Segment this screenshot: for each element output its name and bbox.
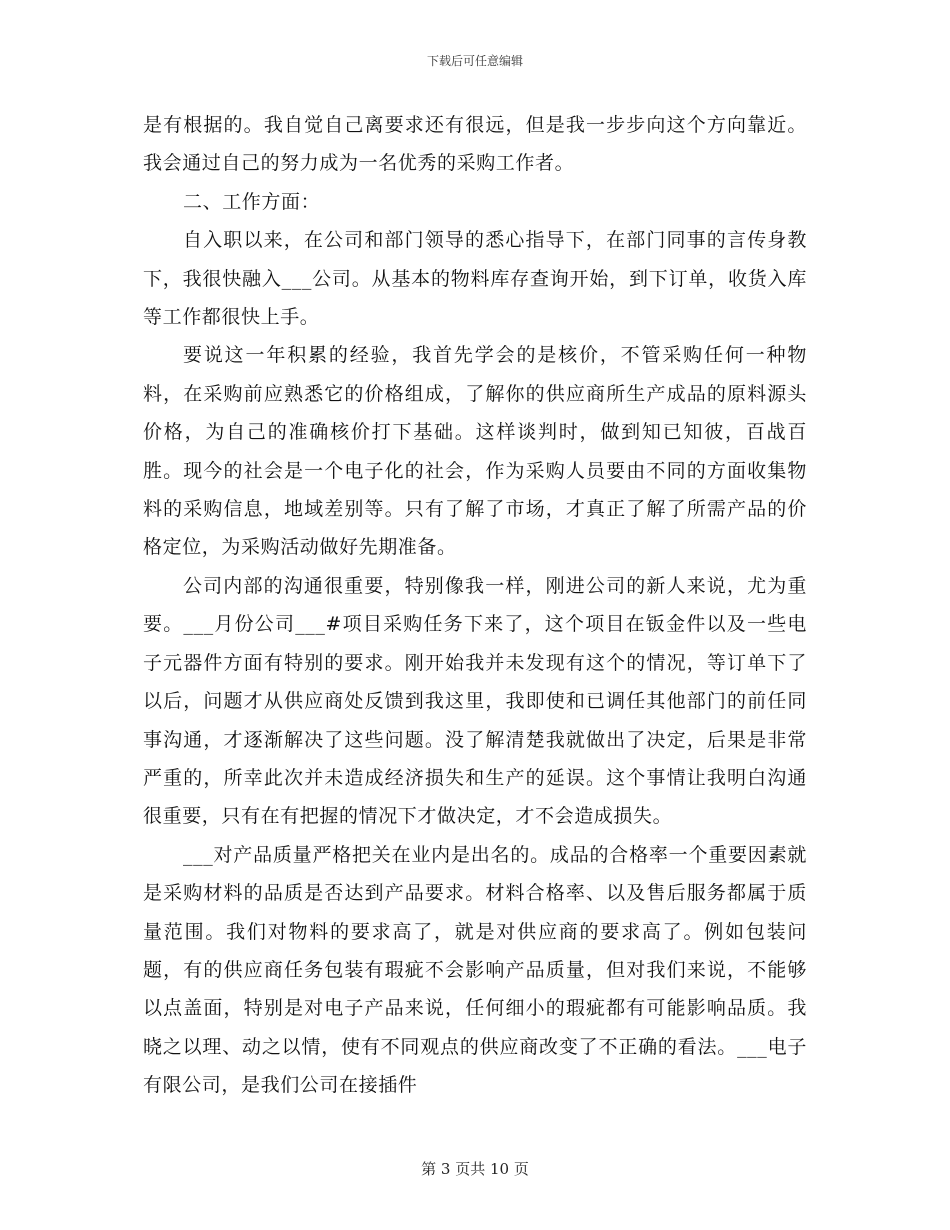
document-body	[143, 106, 807, 1105]
paragraph-internal-communication: 公司内部的沟通很重要，特别像我一样，刚进公司的新人来说，尤为重要。___月份公司___#项目采购任务下来了，这个项目在钣金件以及一些电子元器件方面有特别的要求。刚开始我并未发现有这个的情况，等订单下了以后，问题才从供应商处反馈到我这里，我即使和已调任其他部门的前任同事沟通，才逐渐解决了这些问题。没了解清楚我就做出了决定，后果是非常严重的，所幸此次并未造成经济损失和生产的延误。这个事情让我明白沟通很重要，只有在有把握的情况下才做决定，才不会造成损失。	[143, 574, 807, 828]
page-header: 下载后可任意编辑	[426, 54, 523, 68]
section-heading-work: 二、工作方面：	[183, 190, 321, 213]
paragraph-onboarding: 自入职以来，在公司和部门领导的悉心指导下，在部门同事的言传身教下，我很快融入___公司。从基本的物料库存查询开始，到下订单，收货入库等工作都很快上手。	[143, 229, 807, 329]
paragraph-quality-control: ___对产品质量严格把关在业内是出名的。成品的合格率一个重要因素就是采购材料的品质是否达到产品要求。材料合格率、以及售后服务都属于质量范围。我们对物料的要求高了，就是对供应商的要求高了。例如包装问题，有的供应商任务包装有瑕疵不会影响产品质量，但对我们来说，不能够以点盖面，特别是对电子产品来说，任何细小的瑕疵都有可能影响品质。我晓之以理、动之以情，使有不同观点的供应商改变了不正确的看法。___电子有限公司，是我们公司在接插件	[143, 843, 807, 1097]
paragraph-pricing-experience: 要说这一年积累的经验，我首先学会的是核价，不管采购任何一种物料，在采购前应熟悉它的价格组成，了解你的供应商所生产成品的原料源头价格，为自己的准确核价打下基础。这样谈判时，做到知已知彼，百战百胜。现今的社会是一个电子化的社会，作为采购人员要由不同的方面收集物料的采购信息，地域差别等。只有了解了市场，才真正了解了所需产品的价格定位，为采购活动做好先期准备。	[143, 344, 807, 559]
paragraph-continuation: 是有根据的。我自觉自己离要求还有很远，但是我一步步向这个方向靠近。我会通过自己的努力成为一名优秀的采购工作者。	[143, 114, 807, 175]
page-footer: 第 3 页共 10 页	[421, 1160, 529, 1178]
